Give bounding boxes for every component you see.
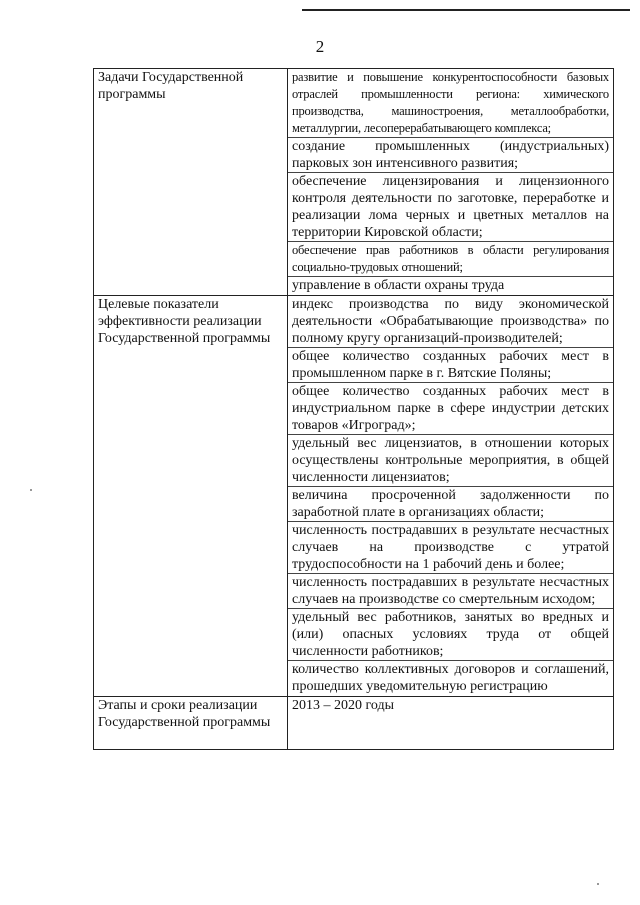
list-item: развитие и повышение конкурентоспособности базовых отраслей промышленности региона: химического производства, машиностроения, металлообработки, металлургии, лесоперерабатывающего комплекса; (292, 70, 609, 135)
scan-speck (597, 883, 599, 885)
row-label-tasks: Задачи Государственной программы (94, 69, 288, 296)
page-number: 2 (315, 37, 325, 56)
list-item: общее количество созданных рабочих мест в промышленном парке в г. Вятские Поляны; (292, 349, 609, 381)
table-row-tasks (94, 69, 614, 296)
list-item: создание промышленных (индустриальных) парковых зон интенсивного развития; (292, 139, 609, 171)
list-item: обеспечение прав работников в области регулирования социально-трудовых отношений; (292, 243, 609, 274)
row-label-indicators: Целевые показатели эффективности реализации Государственной программы (94, 296, 288, 697)
program-passport-table (93, 68, 614, 750)
list-item: численность пострадавших в результате несчастных случаев на производстве со смертельным исходом; (292, 575, 609, 607)
list-item: 2013 – 2020 годы (292, 698, 395, 713)
list-item: управление в области охраны труда (292, 278, 505, 293)
row-label-stages: Этапы и сроки реализации Государственной программы (94, 697, 288, 750)
list-item: общее количество созданных рабочих мест в индустриальном парке в сфере индустрии детских товаров «Игроград»; (292, 384, 609, 433)
table-row-indicators (94, 296, 614, 697)
list-item: индекс производства по виду экономической деятельности «Обрабатывающие производства» по полному кругу организаций-производителей; (292, 297, 609, 346)
row-value-tasks (288, 69, 614, 296)
list-item: количество коллективных договоров и соглашений, прошедших уведомительную регистрацию (292, 662, 609, 694)
list-item: численность пострадавших в результате несчастных случаев на производстве с утратой трудоспособности на 1 рабочий день и более; (292, 523, 609, 572)
list-item: удельный вес лицензиатов, в отношении которых осуществлены контрольные мероприятия, в общей численности лицензиатов; (292, 436, 609, 485)
row-value-stages (288, 697, 614, 750)
row-value-indicators (288, 296, 614, 697)
list-item: величина просроченной задолженности по заработной плате в организациях области; (292, 488, 609, 520)
list-item: удельный вес работников, занятых во вредных и (или) опасных условиях труда от общей численности работников; (292, 610, 609, 659)
table-row-stages (94, 697, 614, 750)
top-rule (302, 9, 630, 11)
scan-speck (30, 489, 32, 491)
list-item: обеспечение лицензирования и лицензионного контроля деятельности по заготовке, переработке и реализации лома черных и цветных металлов на территории Кировской области; (292, 174, 609, 240)
